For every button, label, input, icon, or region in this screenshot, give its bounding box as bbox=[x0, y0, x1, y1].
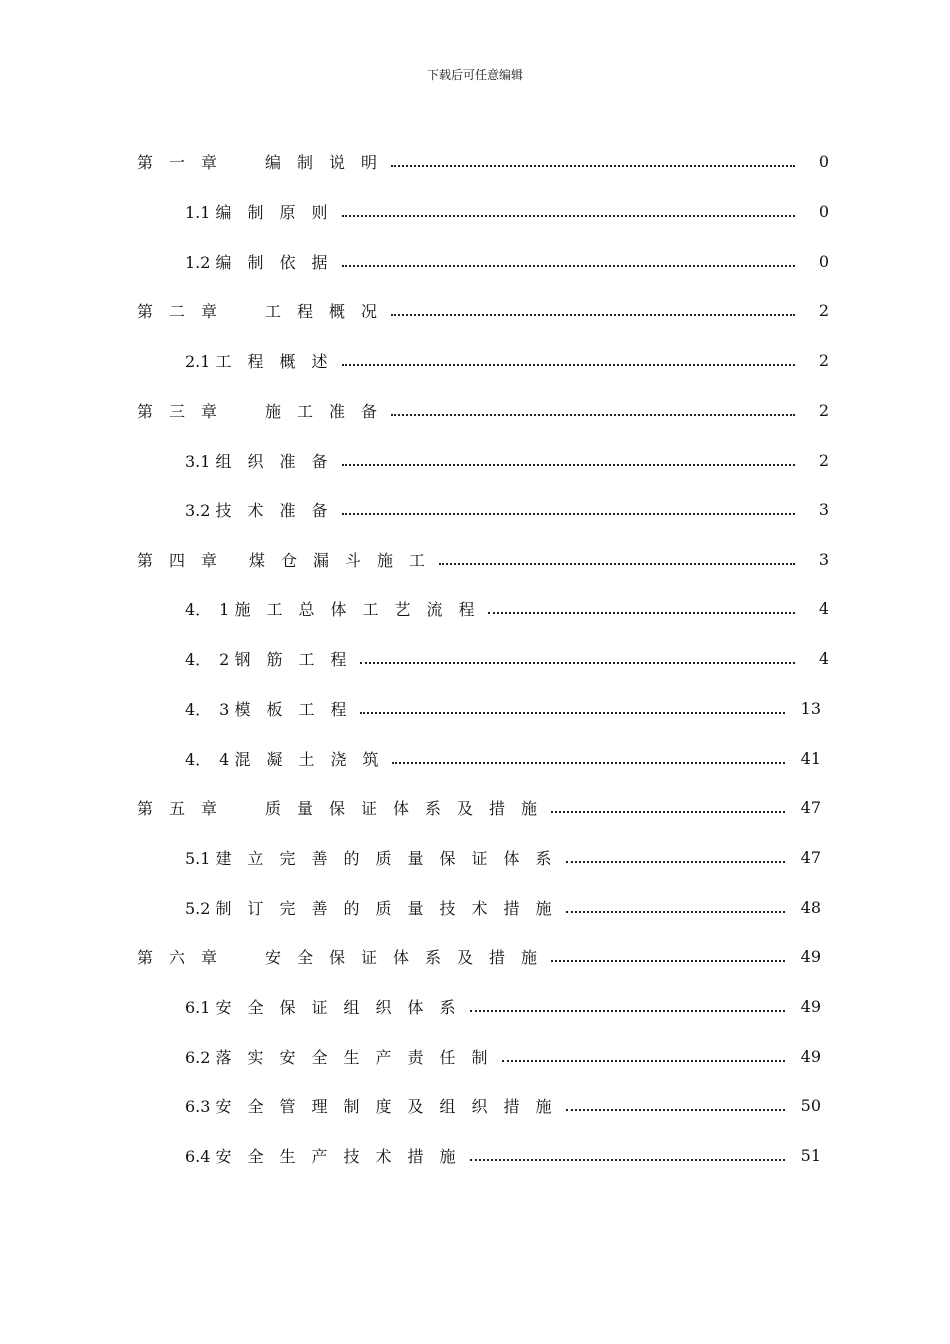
toc-entry[interactable] bbox=[137, 548, 829, 570]
toc-entry-page: 0 bbox=[818, 251, 829, 271]
dot-leader bbox=[360, 661, 795, 664]
toc-entry[interactable] bbox=[185, 896, 821, 918]
toc-entry[interactable] bbox=[185, 1045, 821, 1067]
dot-leader bbox=[470, 1158, 785, 1161]
toc-entry-label: 6.3 安 全 管 理 制 度 及 组 织 措 施 bbox=[185, 1096, 552, 1116]
toc-entry-page: 0 bbox=[818, 201, 829, 221]
toc-entry-label: 1.2 编 制 依 据 bbox=[185, 252, 328, 272]
toc-entry-page: 3 bbox=[818, 549, 829, 569]
dot-leader bbox=[342, 214, 795, 217]
toc-entry[interactable] bbox=[185, 995, 821, 1017]
toc-entry[interactable] bbox=[185, 846, 821, 868]
toc-entry-label: 2.1 工 程 概 述 bbox=[185, 351, 328, 371]
toc-entry[interactable] bbox=[137, 945, 821, 967]
toc-entry[interactable] bbox=[185, 647, 829, 669]
toc-entry-page: 4 bbox=[818, 598, 829, 618]
toc-entry[interactable] bbox=[137, 796, 821, 818]
toc-entry[interactable] bbox=[185, 250, 829, 272]
toc-entry[interactable] bbox=[137, 150, 829, 172]
toc-entry-label: 5.2 制 订 完 善 的 质 量 技 术 措 施 bbox=[185, 898, 552, 918]
dot-leader bbox=[392, 761, 784, 764]
dot-leader bbox=[502, 1059, 785, 1062]
toc-entry[interactable] bbox=[185, 449, 829, 471]
toc-entry-page: 50 bbox=[800, 1095, 821, 1115]
toc-entry-label: 第 五 章 质 量 保 证 体 系 及 措 施 bbox=[137, 798, 538, 818]
dot-leader bbox=[551, 810, 785, 813]
dot-leader bbox=[342, 264, 795, 267]
page-header: 下载后可任意编辑 bbox=[426, 68, 523, 82]
toc-entry-label: 5.1 建 立 完 善 的 质 量 保 证 体 系 bbox=[185, 848, 552, 868]
toc-entry-label: 4． 4 混 凝 土 浇 筑 bbox=[185, 749, 379, 769]
toc-entry-label: 第 一 章 编 制 说 明 bbox=[137, 152, 378, 172]
dot-leader bbox=[470, 1009, 785, 1012]
toc-entry-page: 49 bbox=[800, 946, 821, 966]
toc-entry-page: 4 bbox=[818, 648, 829, 668]
toc-entry-page: 41 bbox=[800, 748, 821, 768]
toc-entry-page: 2 bbox=[818, 450, 829, 470]
toc-entry-page: 0 bbox=[818, 151, 829, 171]
toc-entry-label: 1.1 编 制 原 则 bbox=[185, 202, 328, 222]
toc-entry-page: 49 bbox=[800, 996, 821, 1016]
dot-leader bbox=[342, 512, 795, 515]
dot-leader bbox=[488, 611, 795, 614]
toc-entry-page: 49 bbox=[800, 1046, 821, 1066]
toc-entry[interactable] bbox=[185, 1094, 821, 1116]
toc-entry-label: 3.2 技 术 准 备 bbox=[185, 500, 328, 520]
toc-entry-label: 6.2 落 实 安 全 生 产 责 任 制 bbox=[185, 1047, 488, 1067]
toc-entry[interactable] bbox=[137, 299, 829, 321]
toc-entry[interactable] bbox=[137, 399, 829, 421]
dot-leader bbox=[360, 711, 784, 714]
toc-entry-label: 4． 3 模 板 工 程 bbox=[185, 699, 347, 719]
toc-entry-label: 第 六 章 安 全 保 证 体 系 及 措 施 bbox=[137, 947, 538, 967]
toc-entry-page: 2 bbox=[818, 350, 829, 370]
toc-entry-label: 第 四 章 煤 仓 漏 斗 施 工 bbox=[137, 550, 426, 570]
dot-leader bbox=[566, 1108, 785, 1111]
dot-leader bbox=[391, 313, 795, 316]
toc-entry-page: 2 bbox=[818, 400, 829, 420]
dot-leader bbox=[551, 959, 785, 962]
toc-entry[interactable] bbox=[185, 1144, 821, 1166]
toc-entry-label: 第 二 章 工 程 概 况 bbox=[137, 301, 378, 321]
toc-entry[interactable] bbox=[185, 349, 829, 371]
dot-leader bbox=[342, 463, 795, 466]
toc-entry-label: 6.1 安 全 保 证 组 织 体 系 bbox=[185, 997, 456, 1017]
toc-entry-page: 2 bbox=[818, 300, 829, 320]
toc-entry-page: 47 bbox=[800, 847, 821, 867]
toc-entry[interactable] bbox=[185, 747, 821, 769]
toc-entry[interactable] bbox=[185, 597, 829, 619]
toc-entry-page: 48 bbox=[800, 897, 821, 917]
toc-entry-page: 3 bbox=[818, 499, 829, 519]
dot-leader bbox=[391, 413, 795, 416]
dot-leader bbox=[566, 860, 785, 863]
toc-entry-label: 3.1 组 织 准 备 bbox=[185, 451, 328, 471]
dot-leader bbox=[342, 363, 795, 366]
toc-entry-label: 6.4 安 全 生 产 技 术 措 施 bbox=[185, 1146, 456, 1166]
toc-entry-label: 4． 2 钢 筋 工 程 bbox=[185, 649, 347, 669]
toc-entry-page: 47 bbox=[800, 797, 821, 817]
toc-entry-page: 13 bbox=[800, 698, 821, 718]
dot-leader bbox=[439, 562, 795, 565]
toc-entry[interactable] bbox=[185, 697, 821, 719]
toc-entry-page: 51 bbox=[800, 1145, 821, 1165]
toc-entry-label: 第 三 章 施 工 准 备 bbox=[137, 401, 378, 421]
dot-leader bbox=[566, 910, 785, 913]
toc-entry[interactable] bbox=[185, 498, 829, 520]
toc-entry-label: 4． 1 施 工 总 体 工 艺 流 程 bbox=[185, 599, 475, 619]
dot-leader bbox=[391, 164, 795, 167]
toc-entry[interactable] bbox=[185, 200, 829, 222]
